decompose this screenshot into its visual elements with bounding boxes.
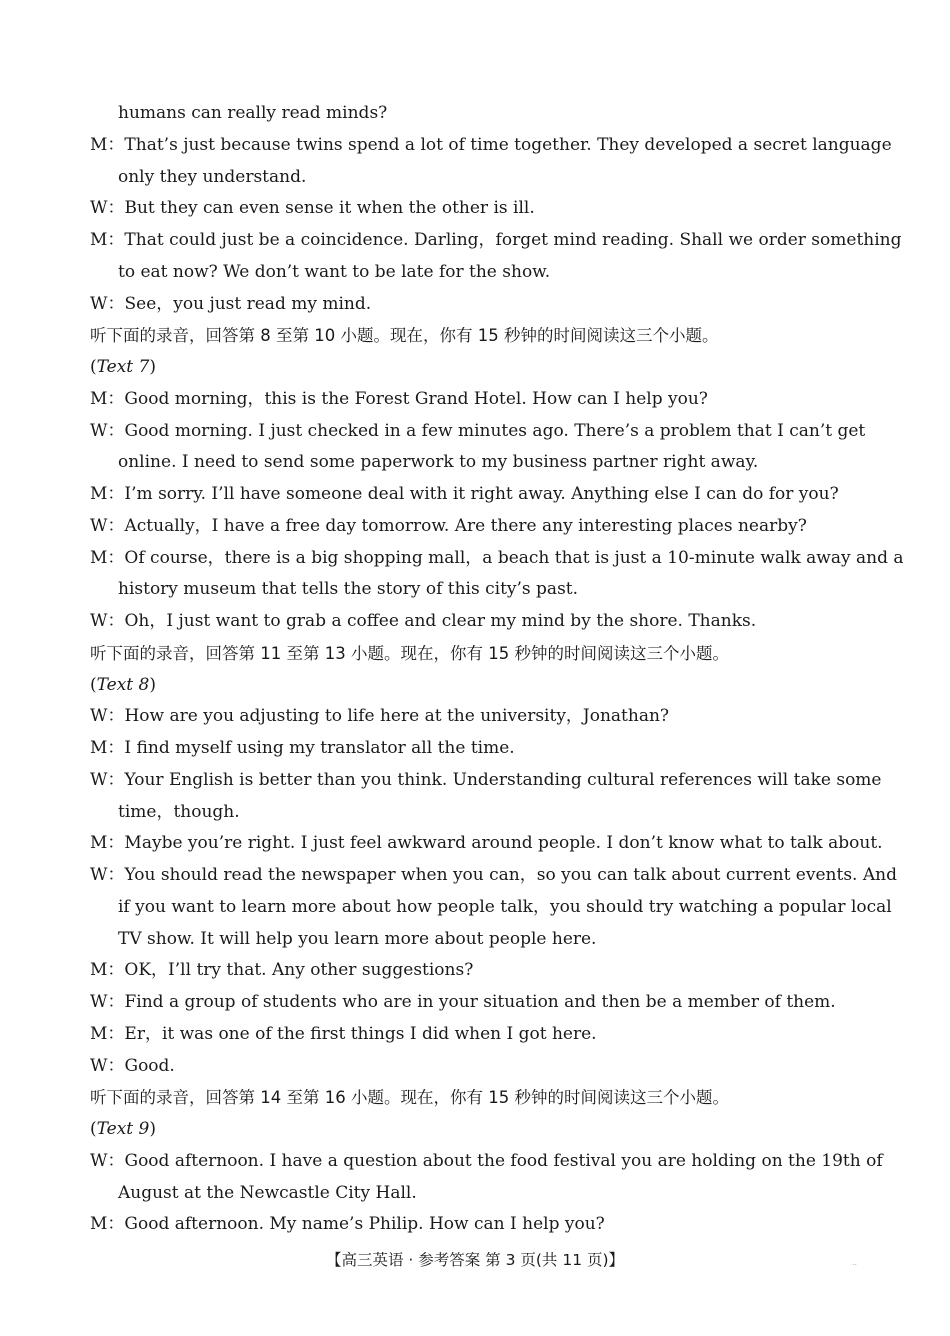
dialogue-line [0,225,902,257]
dialogue-continuation: if you want to learn more about how people talk，you should try watching a popular local [118,896,892,917]
speaker-tag: M： [90,738,125,758]
dialogue-text: Good afternoon. My name’s Philip. How can I help you? [124,1214,605,1235]
dialogue-line [0,479,861,511]
dialogue-line [0,1051,861,1083]
section-instruction: 听下面的录音，回答第 8 至第 10 小题。现在，你有 15 秒钟的时间阅读这三个小题。 [90,326,719,346]
dialogue-text: But they can even sense it when the other is ill. [124,198,535,219]
dialogue-text: I find myself using my translator all the time. [124,738,515,758]
speaker-tag: W： [90,769,125,790]
transcript-body [0,98,950,1241]
dialogue-continuation: history museum that tells the story of this city’s past. [118,579,579,600]
section-instruction: 听下面的录音，回答第 14 至第 16 小题。现在，你有 15 秒钟的时间阅读这三个小题。 [90,1088,729,1108]
dialogue-line [0,701,861,733]
page-footer: 【高三英语 · 参考答案 第 3 页(共 11 页)】 [325,1251,625,1269]
text-label [0,670,861,702]
dialogue-text: Good. [124,1055,175,1076]
label-text: Text 8 [96,674,150,695]
dialogue-text: Actually，I have a free day tomorrow. Are there any interesting places nearby? [124,515,807,536]
label-paren-close: ) [149,1119,156,1139]
dialogue-line [0,130,892,162]
dialogue-text: That’s just because twins spend a lot of time together. They developed a secret language [124,134,892,155]
dialogue-text: That could just be a coincidence. Darling，forget mind reading. Shall we order something [124,230,902,250]
dialogue-line [0,1146,883,1178]
dialogue-line [0,193,861,225]
dialogue-continuation: humans can really read minds? [118,103,388,123]
dialogue-text: OK，I’ll try that. Any other suggestions? [124,960,474,981]
dialogue-continuation: time，though. [118,801,240,822]
speaker-tag: M： [90,547,125,568]
speaker-tag: W： [90,706,125,727]
dialogue-text: Er，it was one of the first things I did when I got here. [124,1023,597,1044]
label-text: Text 7 [96,357,150,377]
dialogue-continuation: TV show. It will help you learn more about people here. [118,928,597,949]
label-text: Text 9 [96,1119,150,1139]
speaker-tag: M： [90,484,125,504]
dialogue-text: See，you just read my mind. [124,293,372,314]
label-paren-open: ( [90,674,97,695]
dialogue-line [0,987,861,1019]
label-paren-close: ) [149,674,156,695]
speaker-tag: W： [90,515,125,536]
dialogue-line [0,289,861,321]
dialogue-line [0,543,904,575]
dialogue-text: Your English is better than you think. Understanding cultural references will take some [124,769,882,790]
speaker-tag: W： [90,293,125,314]
speaker-tag: W： [90,865,125,885]
dialogue-text: Good afternoon. I have a question about the food festival you are holding on the 19th of [124,1150,883,1171]
speaker-tag: W： [90,1150,125,1171]
label-paren-close: ) [149,357,156,377]
section-instruction: 听下面的录音，回答第 11 至第 13 小题。现在，你有 15 秒钟的时间阅读这三个小题。 [90,643,729,663]
dialogue-line [0,511,861,543]
dialogue-continuation: August at the Newcastle City Hall. [118,1182,417,1203]
dialogue-line [0,1019,861,1051]
dialogue-continuation: online. I need to send some paperwork to my business partner right away. [118,452,759,473]
speaker-tag: M： [90,960,125,981]
dialogue-continuation: to eat now? We don’t want to be late for the show. [118,261,551,282]
dialogue-text: How are you adjusting to life here at the university，Jonathan? [124,706,670,727]
dialogue-line [0,828,883,860]
speaker-tag: M： [90,388,125,409]
dialogue-line [0,955,861,987]
dialogue-line [0,733,861,765]
dialogue-line [0,860,897,892]
text-label [0,352,861,384]
dialogue-line [0,606,861,638]
speaker-tag: W： [90,420,125,441]
dialogue-continuation: only they understand. [118,166,307,187]
dialogue-text: Find a group of students who are in your situation and then be a member of them. [124,992,836,1012]
dialogue-text: Oh，I just want to grab a coffee and clear my mind by the shore. Thanks. [124,611,757,631]
speaker-tag: W： [90,992,125,1012]
dialogue-text: I’m sorry. I’ll have someone deal with it right away. Anything else I can do for you? [124,484,839,504]
dialogue-line [0,1209,861,1241]
speaker-tag: W： [90,198,125,219]
label-paren-open: ( [90,1119,97,1139]
dialogue-line [0,416,866,448]
label-paren-open: ( [90,357,97,377]
dialogue-text: Good morning，this is the Forest Grand Hotel. How can I help you? [124,388,708,409]
speaker-tag: M： [90,1023,125,1044]
dialogue-text: Of course，there is a big shopping mall，a beach that is just a 10-minute walk away and a [124,547,904,568]
speaker-tag: M： [90,833,125,854]
speaker-tag: W： [90,1055,125,1076]
speaker-tag: W： [90,611,125,631]
corner-mark: .. [852,1258,858,1267]
dialogue-text: You should read the newspaper when you can，so you can talk about current events. And [124,865,897,885]
dialogue-text: Maybe you’re right. I just feel awkward around people. I don’t know what to talk about. [124,833,883,854]
speaker-tag: M： [90,134,125,155]
speaker-tag: M： [90,1214,125,1235]
text-label [0,1114,861,1146]
speaker-tag: M： [90,230,125,250]
dialogue-line [0,384,861,416]
dialogue-line [0,765,882,797]
dialogue-text: Good morning. I just checked in a few minutes ago. There’s a problem that I can’t get [124,420,866,441]
